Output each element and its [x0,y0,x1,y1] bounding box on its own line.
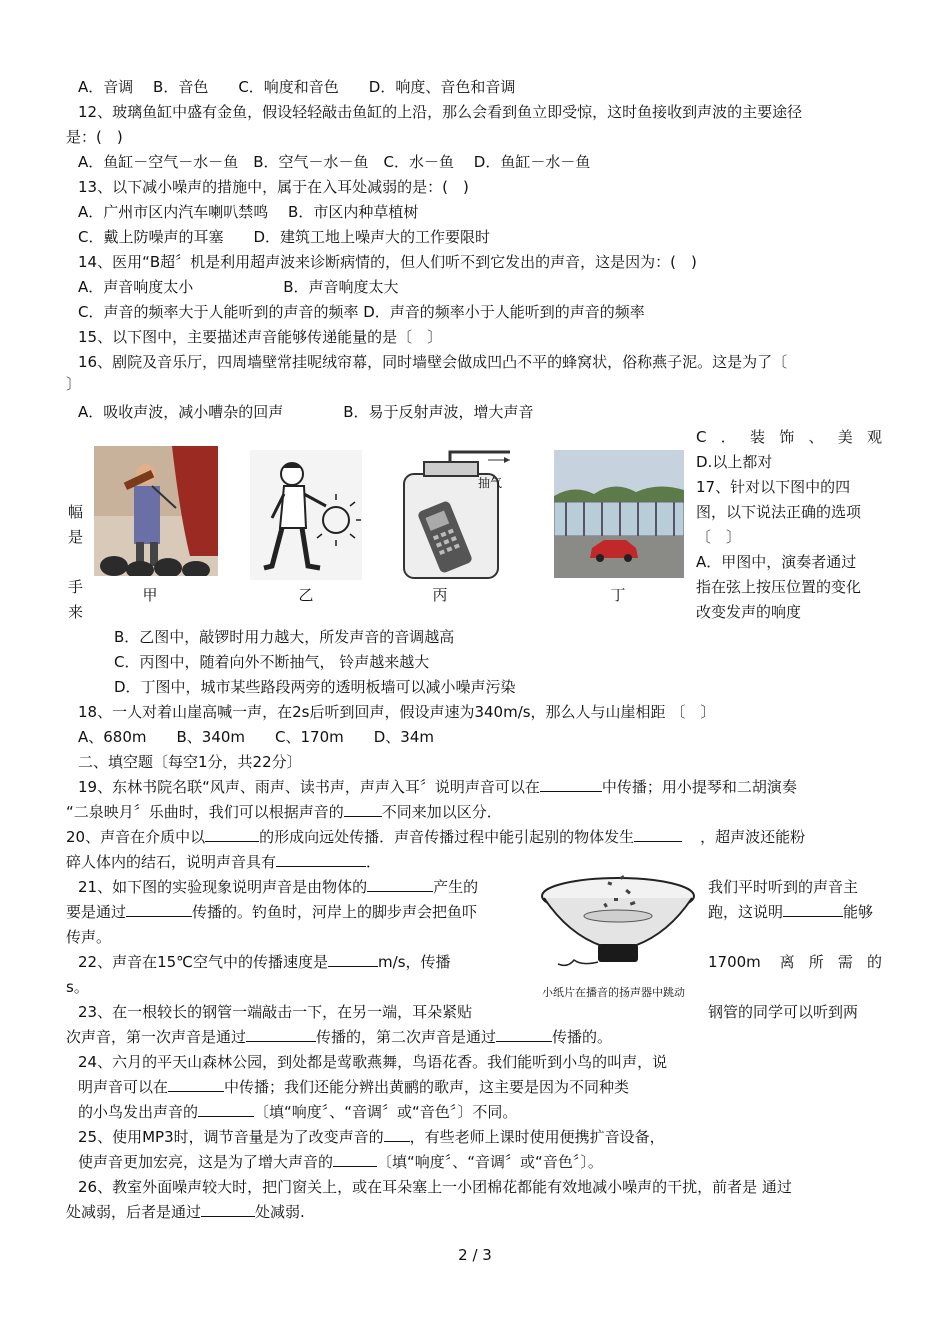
q23-text-a: 次声音，第一次声音是通过 [66,1028,247,1046]
figure-ding-label: 丁 [610,586,626,604]
q24-text-c: 的小鸟发出声音的 [78,1103,199,1121]
q20-text-e: ． [366,853,382,871]
q19-blank-2[interactable] [344,802,382,817]
q20-blank-3[interactable] [276,852,366,867]
q24-text-a: 明声音可以在 [78,1078,169,1096]
figure-speaker-paper-bits [538,868,698,980]
q26-blank-1[interactable] [201,1202,255,1217]
q26-line2 [66,1201,305,1223]
figure-ding-noise-barrier [554,450,684,578]
q21-blank-3[interactable] [783,902,843,917]
q26-text-b: 处减弱. [255,1203,305,1221]
q17-wrap-char-fu: 幅 [68,503,84,521]
q12-stem-line1: 12、玻璃鱼缸中盛有金鱼，假设轻轻敲击鱼缸的上沿，那么会看到鱼立即受惊，这时鱼接收到声波的主要途径 [78,103,803,121]
figure-bing-pump-label: 抽气 [478,476,503,490]
q17-stem-line2: 图，以下说法正确的选项 [696,503,862,521]
q12-options: A．鱼缸－空气－水－鱼 B．空气－水－鱼 C．水－鱼 D．鱼缸－水－鱼 [78,153,591,171]
q25-blank-2[interactable] [333,1152,377,1167]
q16-option-c: C．装饰、美观 [696,428,882,446]
q15-stem: 15、以下图中，主要描述声音能够传递能量的是〔 〕 [78,328,443,346]
q20-blank-1[interactable] [205,827,259,842]
figure-jia-label: 甲 [142,586,158,604]
q12-stem-line2: 是：( ) [66,128,123,146]
q21-text-f: 能够 [843,903,874,921]
q24-line1: 24、六月的平天山森林公园，到处都是莺歌燕舞，鸟语花香。我们能听到小鸟的叫声，说 [78,1053,668,1071]
q23-line1-left: 23、在一根较长的钢管一端敲击一下，在另一端，耳朵紧贴 [78,1003,473,1021]
figure-yi-gong [250,450,362,580]
q21-line1-right: 我们平时听到的声音主 [708,878,859,896]
q18-options: A、680m B、340m C、170m D、34m [78,728,435,746]
q19-line2 [66,801,502,823]
q24-text-d: 〔填“响度〞、“音调〞或“音色〞〕不同。 [254,1103,518,1121]
q21-text-d: 传播的。钓鱼时，河岸上的脚步声会把鱼吓 [192,903,478,921]
q25-text-d: 〔填“响度〞、“音调〞或“音色〞〕。 [377,1153,603,1171]
q24-line3 [78,1101,517,1123]
q19-text-a: 19、东林书院名联“风声、雨声、读书声，声声入耳〞说明声音可以在 [78,778,540,796]
q22-line1-right: 1700m 离所需的 [708,953,882,971]
q25-text-b: ，有些老师上课时使用便携扩音设备， [409,1128,665,1146]
figure-speaker-caption: 小纸片在播音的扬声器中跳动 [542,986,685,999]
q21-text-b: 产生的 [433,878,479,896]
q25-line1 [78,1126,665,1148]
q23-line1-right: 钢管的同学可以听到两 [708,1003,859,1021]
q21-blank-1[interactable] [367,877,433,892]
q25-text-c: 使声音更加宏亮，这是为了增大声音的 [78,1153,334,1171]
q13-options-ab: A．广州市区内汽车喇叭禁鸣 B．市区内种草植树 [78,203,419,221]
q19-text-c: “二泉映月〞乐曲时，我们可以根据声音的 [66,803,344,821]
q14-options-ab: A．声音响度太小 B．声音响度太大 [78,278,399,296]
q19-line1 [78,776,797,798]
q17-stem-line3: 〔 〕 [696,528,742,546]
q25-text-a: 25、使用MP3时，调节音量是为了改变声音的 [78,1128,384,1146]
q22-line2: s。 [66,978,89,996]
q22-line1-left [78,951,451,973]
q22-text-a: 22、声音在15℃空气中的传播速度是 [78,953,329,971]
figure-yi-label: 乙 [298,586,314,604]
q20-text-a: 20、声音在介质中以 [66,828,206,846]
q23-text-c: 传播的。 [552,1028,613,1046]
q26-line1: 26、教室外面噪声较大时，把门窗关上，或在耳朵塞上一小团棉花都能有效地减小噪声的干扰，前者是 通过 [78,1178,792,1196]
q24-text-b: 中传播；我们还能分辨出黄鹂的歌声，这主要是因为不同种类 [224,1078,630,1096]
q26-text-a: 处减弱，后者是通过 [66,1203,202,1221]
q23-blank-2[interactable] [496,1027,552,1042]
q22-blank-1[interactable] [328,952,378,967]
q14-options-cd: C．声音的频率大于人能听到的声音的频率 D．声音的频率小于人能听到的声音的频率 [78,303,645,321]
q17-option-b: B．乙图中，敲锣时用力越大，所发声音的音调越高 [114,628,455,646]
q20-line2 [66,851,381,873]
q16-options-ab: A．吸收声波，减小嘈杂的回声 B．易于反射声波，增大声音 [78,403,534,421]
q19-blank-1[interactable] [540,777,602,792]
q23-blank-1[interactable] [246,1027,316,1042]
figure-bing-label: 丙 [432,586,448,604]
q21-text-c: 要是通过 [66,903,127,921]
figure-bing-phone-jar [398,446,518,582]
q17-option-a-line1: A．甲图中，演奏者通过 [696,553,857,571]
q25-line2 [78,1151,603,1173]
q23-line2 [66,1026,612,1048]
q21-text-a: 21、如下图的实验现象说明声音是由物体的 [78,878,368,896]
q14-stem: 14、医用“B超〞机是利用超声波来诊断病情的，但人们听不到它发出的声音，这是因为：( ) [78,253,697,271]
q20-text-c: ，超声波还能粉 [700,828,806,846]
q17-wrap-char-shi: 是 [68,528,84,546]
q13-options-cd: C．戴上防噪声的耳塞 D．建筑工地上噪声大的工作要限时 [78,228,491,246]
q20-blank-2[interactable] [634,827,682,842]
q17-option-d: D．丁图中，城市某些路段两旁的透明板墙可以减小噪声污染 [114,678,516,696]
q24-line2 [78,1076,629,1098]
q19-text-b: 中传播；用小提琴和二胡演奏 [601,778,797,796]
q20-text-b: 的形成向远处传播．声音传播过程中能引起别的物体发生 [259,828,635,846]
q19-text-d: 不同来加以区分． [381,803,502,821]
q24-blank-1[interactable] [168,1077,224,1092]
q20-line1 [66,826,805,848]
q20-text-d: 碎人体内的结石，说明声音具有 [66,853,277,871]
q21-text-e: 跑，这说明 [708,903,784,921]
q17-option-c: C．丙图中，随着向外不断抽气， 铃声越来越大 [114,653,430,671]
figure-jia-violinist [94,446,218,576]
q22-text-b: m/s，传播 [378,953,451,971]
q21-line2-right [708,901,873,923]
q21-line3: 传声。 [66,928,112,946]
q21-line1-left [78,876,478,898]
q21-blank-2[interactable] [126,902,192,917]
q17-stem-line1: 17、针对以下图中的四 [696,478,851,496]
q21-line2-left [66,901,477,923]
q17-option-a-line2: 指在弦上按压位置的变化 [696,578,862,596]
q18-stem: 18、一人对着山崖高喊一声，在2s后听到回声，假设声速为340m/s，那么人与山崖相距 〔 〕 [78,703,716,721]
q17-wrap-char-lai: 来 [68,603,84,621]
q23-text-b: 传播的，第二次声音是通过 [316,1028,497,1046]
q24-blank-2[interactable] [198,1102,254,1117]
page-number: 2 / 3 [458,1246,492,1264]
q16-option-d: D.以上都对 [696,453,773,471]
q16-stem-line2: 〕 [66,375,82,393]
q16-stem-line1: 16、剧院及音乐厅，四周墙壁常挂呢绒帘幕，同时墙壁会做成凹凸不平的蜂窝状，俗称燕子泥。这是为了〔 [78,353,788,371]
q11-options: A．音调 B．音色 C．响度和音色 D．响度、音色和音调 [78,78,516,96]
q13-stem: 13、以下减小噪声的措施中，属于在入耳处减弱的是：( ) [78,178,469,196]
q25-blank-1[interactable] [384,1127,410,1142]
section-2-heading: 二、填空题〔每空1分，共22分〕 [78,753,302,771]
q17-option-a-line3: 改变发声的响度 [696,603,802,621]
q17-wrap-char-shou: 手 [68,578,84,596]
